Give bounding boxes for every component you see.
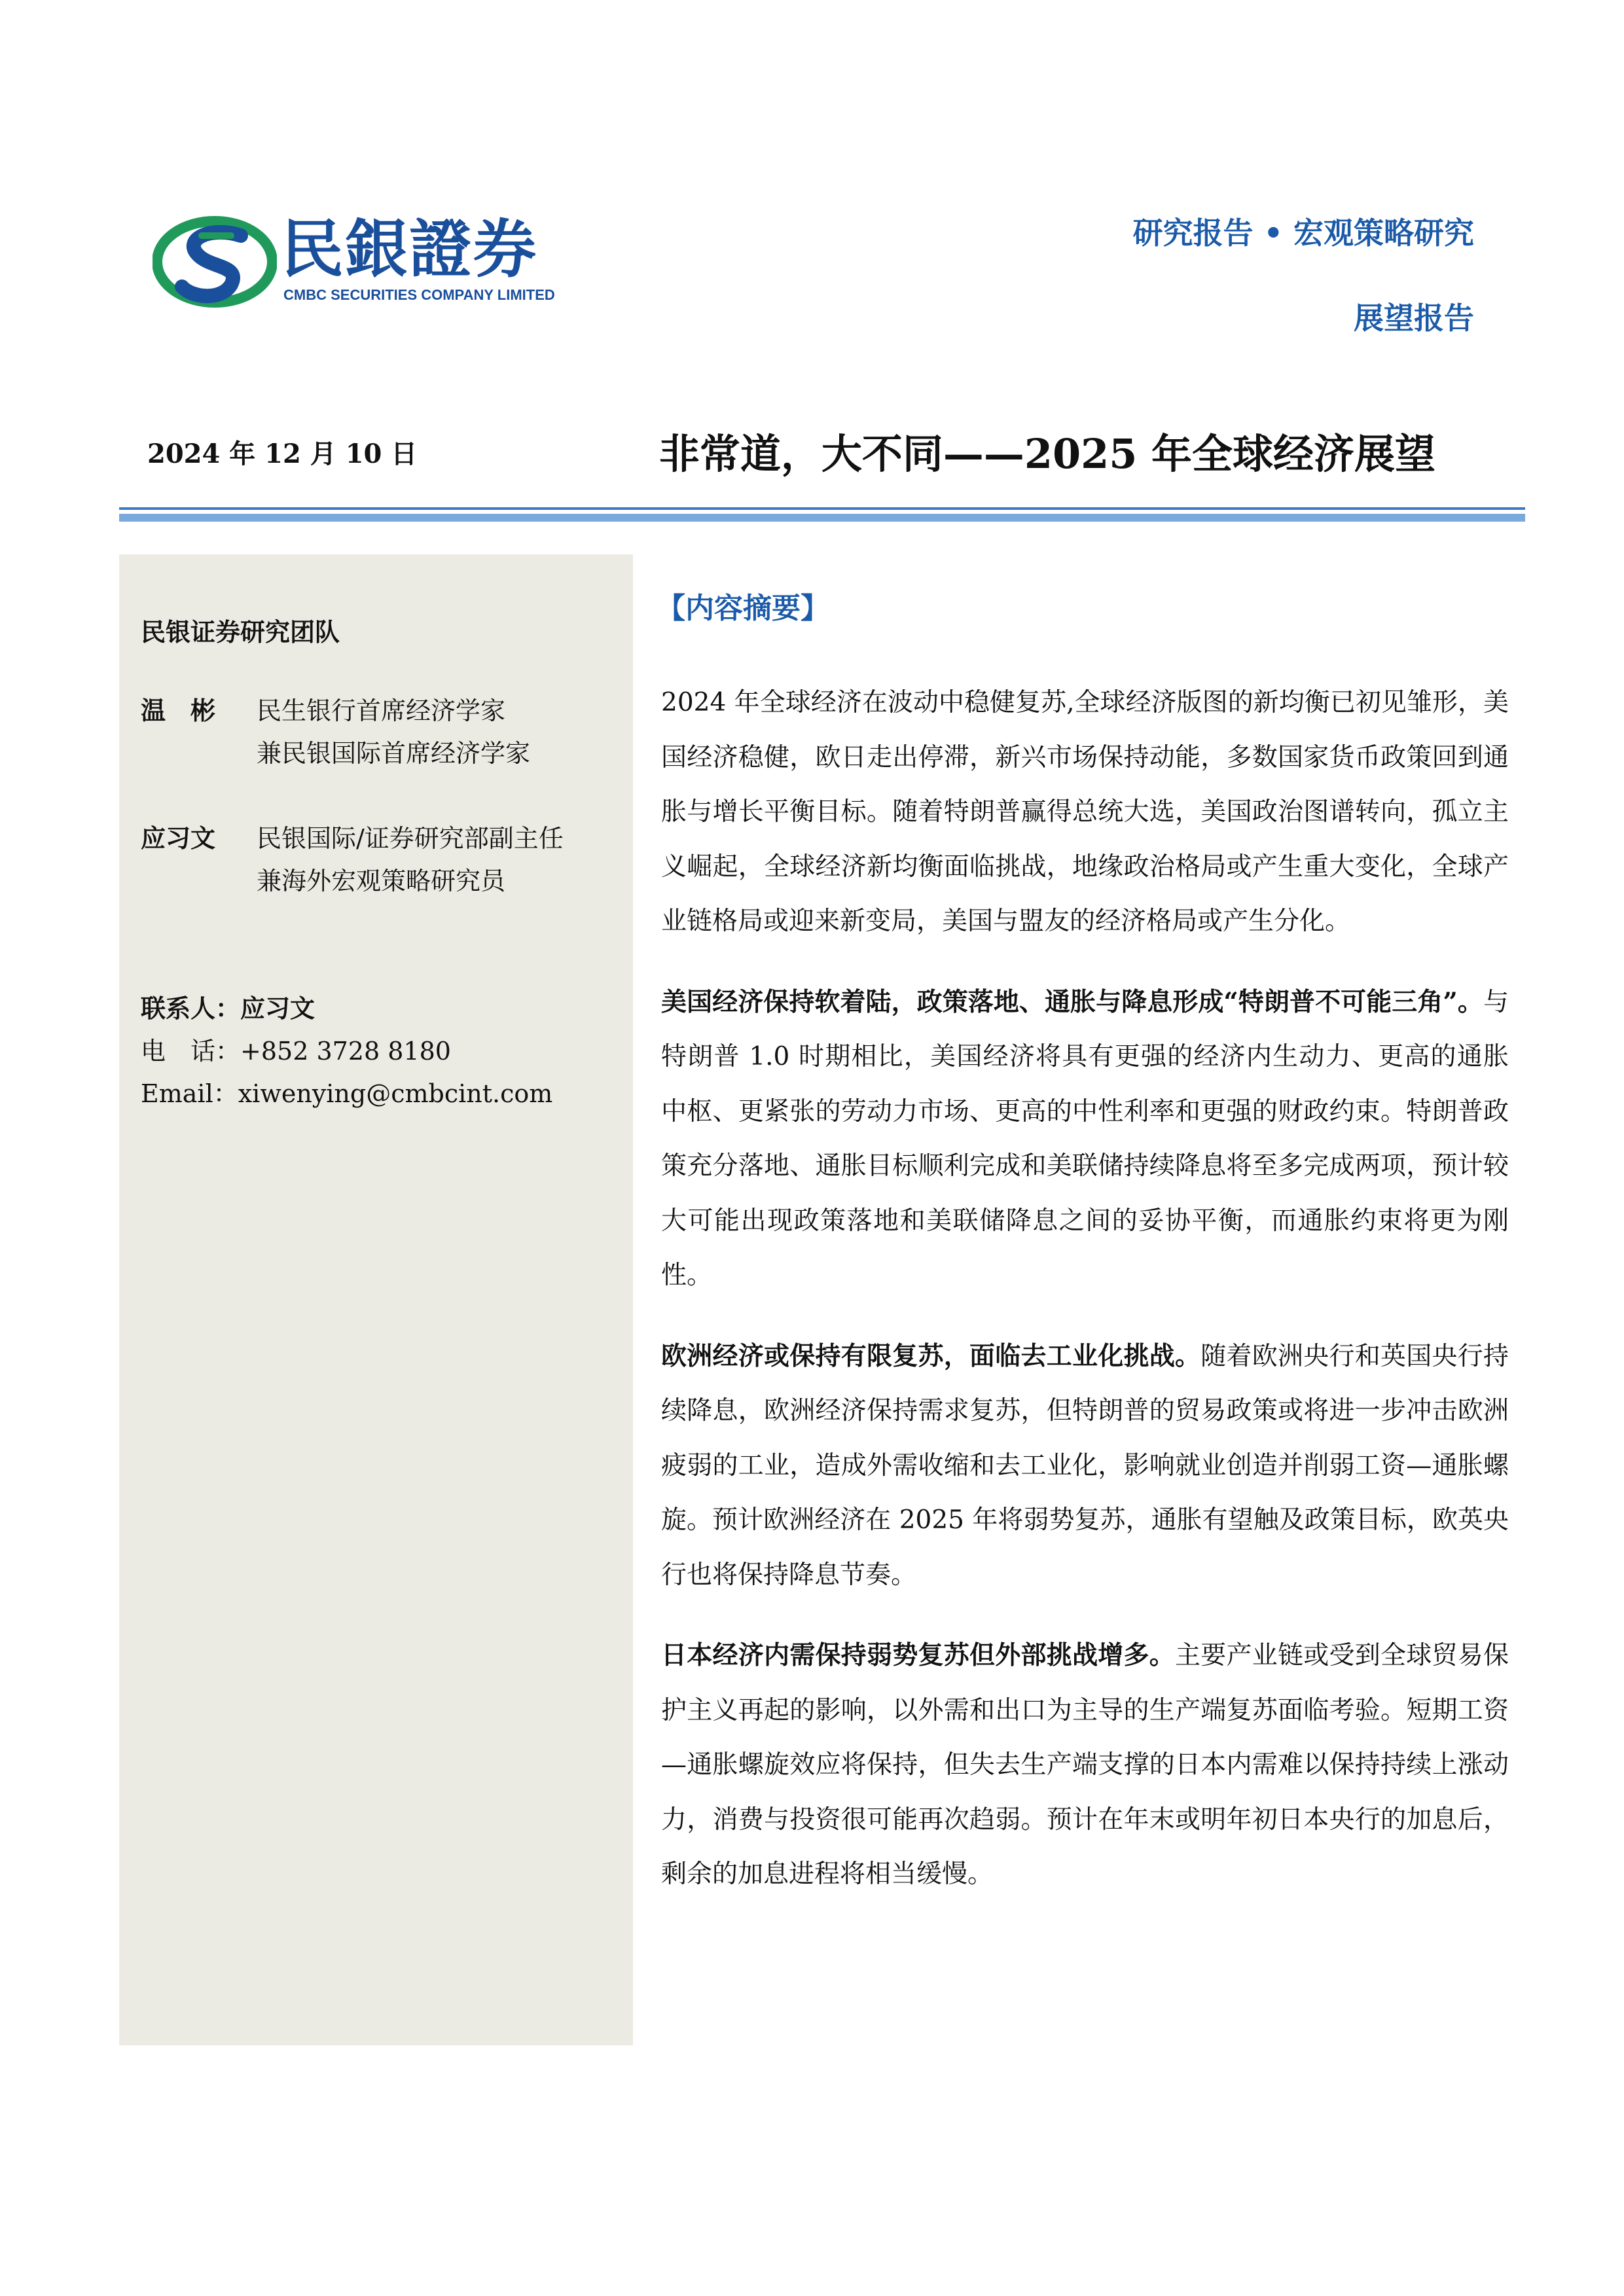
research-team-label: 民银证券研究团队 (141, 617, 340, 647)
report-subtype: 展望报告 (1354, 300, 1474, 336)
analyst-role: 兼海外宏观策略研究员 (257, 867, 506, 895)
company-logo (153, 209, 571, 314)
paragraph-text: 2024 年全球经济在波动中稳健复苏,全球经济版图的新均衡已初见雏形，美国经济稳健，欧日走出停滞，新兴市场保持动能，多数国家货币政策回到通胀与增长平衡目标。随着特朗普赢得总统大选，美国政治图谱转向，孤立主义崛起，全球经济新均衡面临挑战，地缘政治格局或产生重大变化，全球产业链格局或迎来新变局，美国与盟友的经济格局或产生分化。 (661, 688, 1509, 936)
paragraph-lead: 日本经济内需保持弱势复苏但外部挑战增多。 (661, 1640, 1175, 1670)
logo-english-name: CMBC SECURITIES COMPANY LIMITED (283, 287, 555, 303)
abstract-body (661, 675, 1509, 1928)
logo-emblem-icon (153, 209, 277, 314)
sidebar-panel (119, 554, 633, 2045)
analyst-role: 民银国际/证券研究部副主任 (257, 824, 564, 853)
paragraph-text: 与特朗普 1.0 时期相比，美国经济将具有更强的经济内生动力、更高的通胀中枢、更紧张的劳动力市场、更高的中性利率和更强的财政约束。特朗普政策充分落地、通胀目标顺利完成和美联储持续降息将至多完成两项，预计较大可能出现政策落地和美联储降息之间的妥协平衡，而通胀约束将更为刚性。 (661, 987, 1509, 1290)
header-divider-thin (119, 507, 1525, 510)
paragraph-lead: 美国经济保持软着陆，政策落地、通胀与降息形成“特朗普不可能三角”。 (661, 986, 1483, 1017)
contact-phone: 电 话：+852 3728 8180 (141, 1037, 451, 1066)
logo-chinese-name: 民銀證券 (281, 212, 537, 286)
contact-email[interactable]: Email：xiwenying@cmbcint.com (141, 1079, 553, 1108)
abstract-paragraph (661, 1628, 1509, 1902)
abstract-paragraph (661, 975, 1509, 1303)
analyst-name: 温 彬 (141, 696, 216, 725)
report-title: 非常道，大不同——2025 年全球经济展望 (659, 430, 1435, 478)
report-date: 2024 年 12 月 10 日 (147, 439, 418, 469)
paragraph-text: 主要产业链或受到全球贸易保护主义再起的影响，以外需和出口为主导的生产端复苏面临考验。短期工资—通胀螺旋效应将保持，但失去生产端支撑的日本内需难以保持持续上涨动力，消费与投资很可能再次趋弱。预计在年末或明年初日本央行的加息后，剩余的加息进程将相当缓慢。 (661, 1641, 1509, 1889)
analyst-role: 兼民银国际首席经济学家 (257, 739, 531, 768)
contact-person: 联系人：应习文 (141, 994, 316, 1023)
abstract-heading: 【内容摘要】 (657, 592, 829, 625)
abstract-paragraph (661, 1329, 1509, 1603)
analyst-role: 民生银行首席经济学家 (257, 696, 506, 725)
paragraph-lead: 欧洲经济或保持有限复苏，面临去工业化挑战。 (661, 1340, 1201, 1371)
header-divider-thick (119, 514, 1525, 522)
report-type: 研究报告 • 宏观策略研究 (1132, 215, 1474, 251)
paragraph-text: 随着欧洲央行和英国央行持续降息，欧洲经济保持需求复苏，但特朗普的贸易政策或将进一步冲击欧洲疲弱的工业，造成外需收缩和去工业化，影响就业创造并削弱工资—通胀螺旋。预计欧洲经济在 2025 年将弱势复苏，通胀有望触及政策目标，欧英央行也将保持降息节奏。 (661, 1341, 1509, 1590)
abstract-paragraph (661, 675, 1509, 949)
analyst-name: 应习文 (141, 823, 216, 853)
